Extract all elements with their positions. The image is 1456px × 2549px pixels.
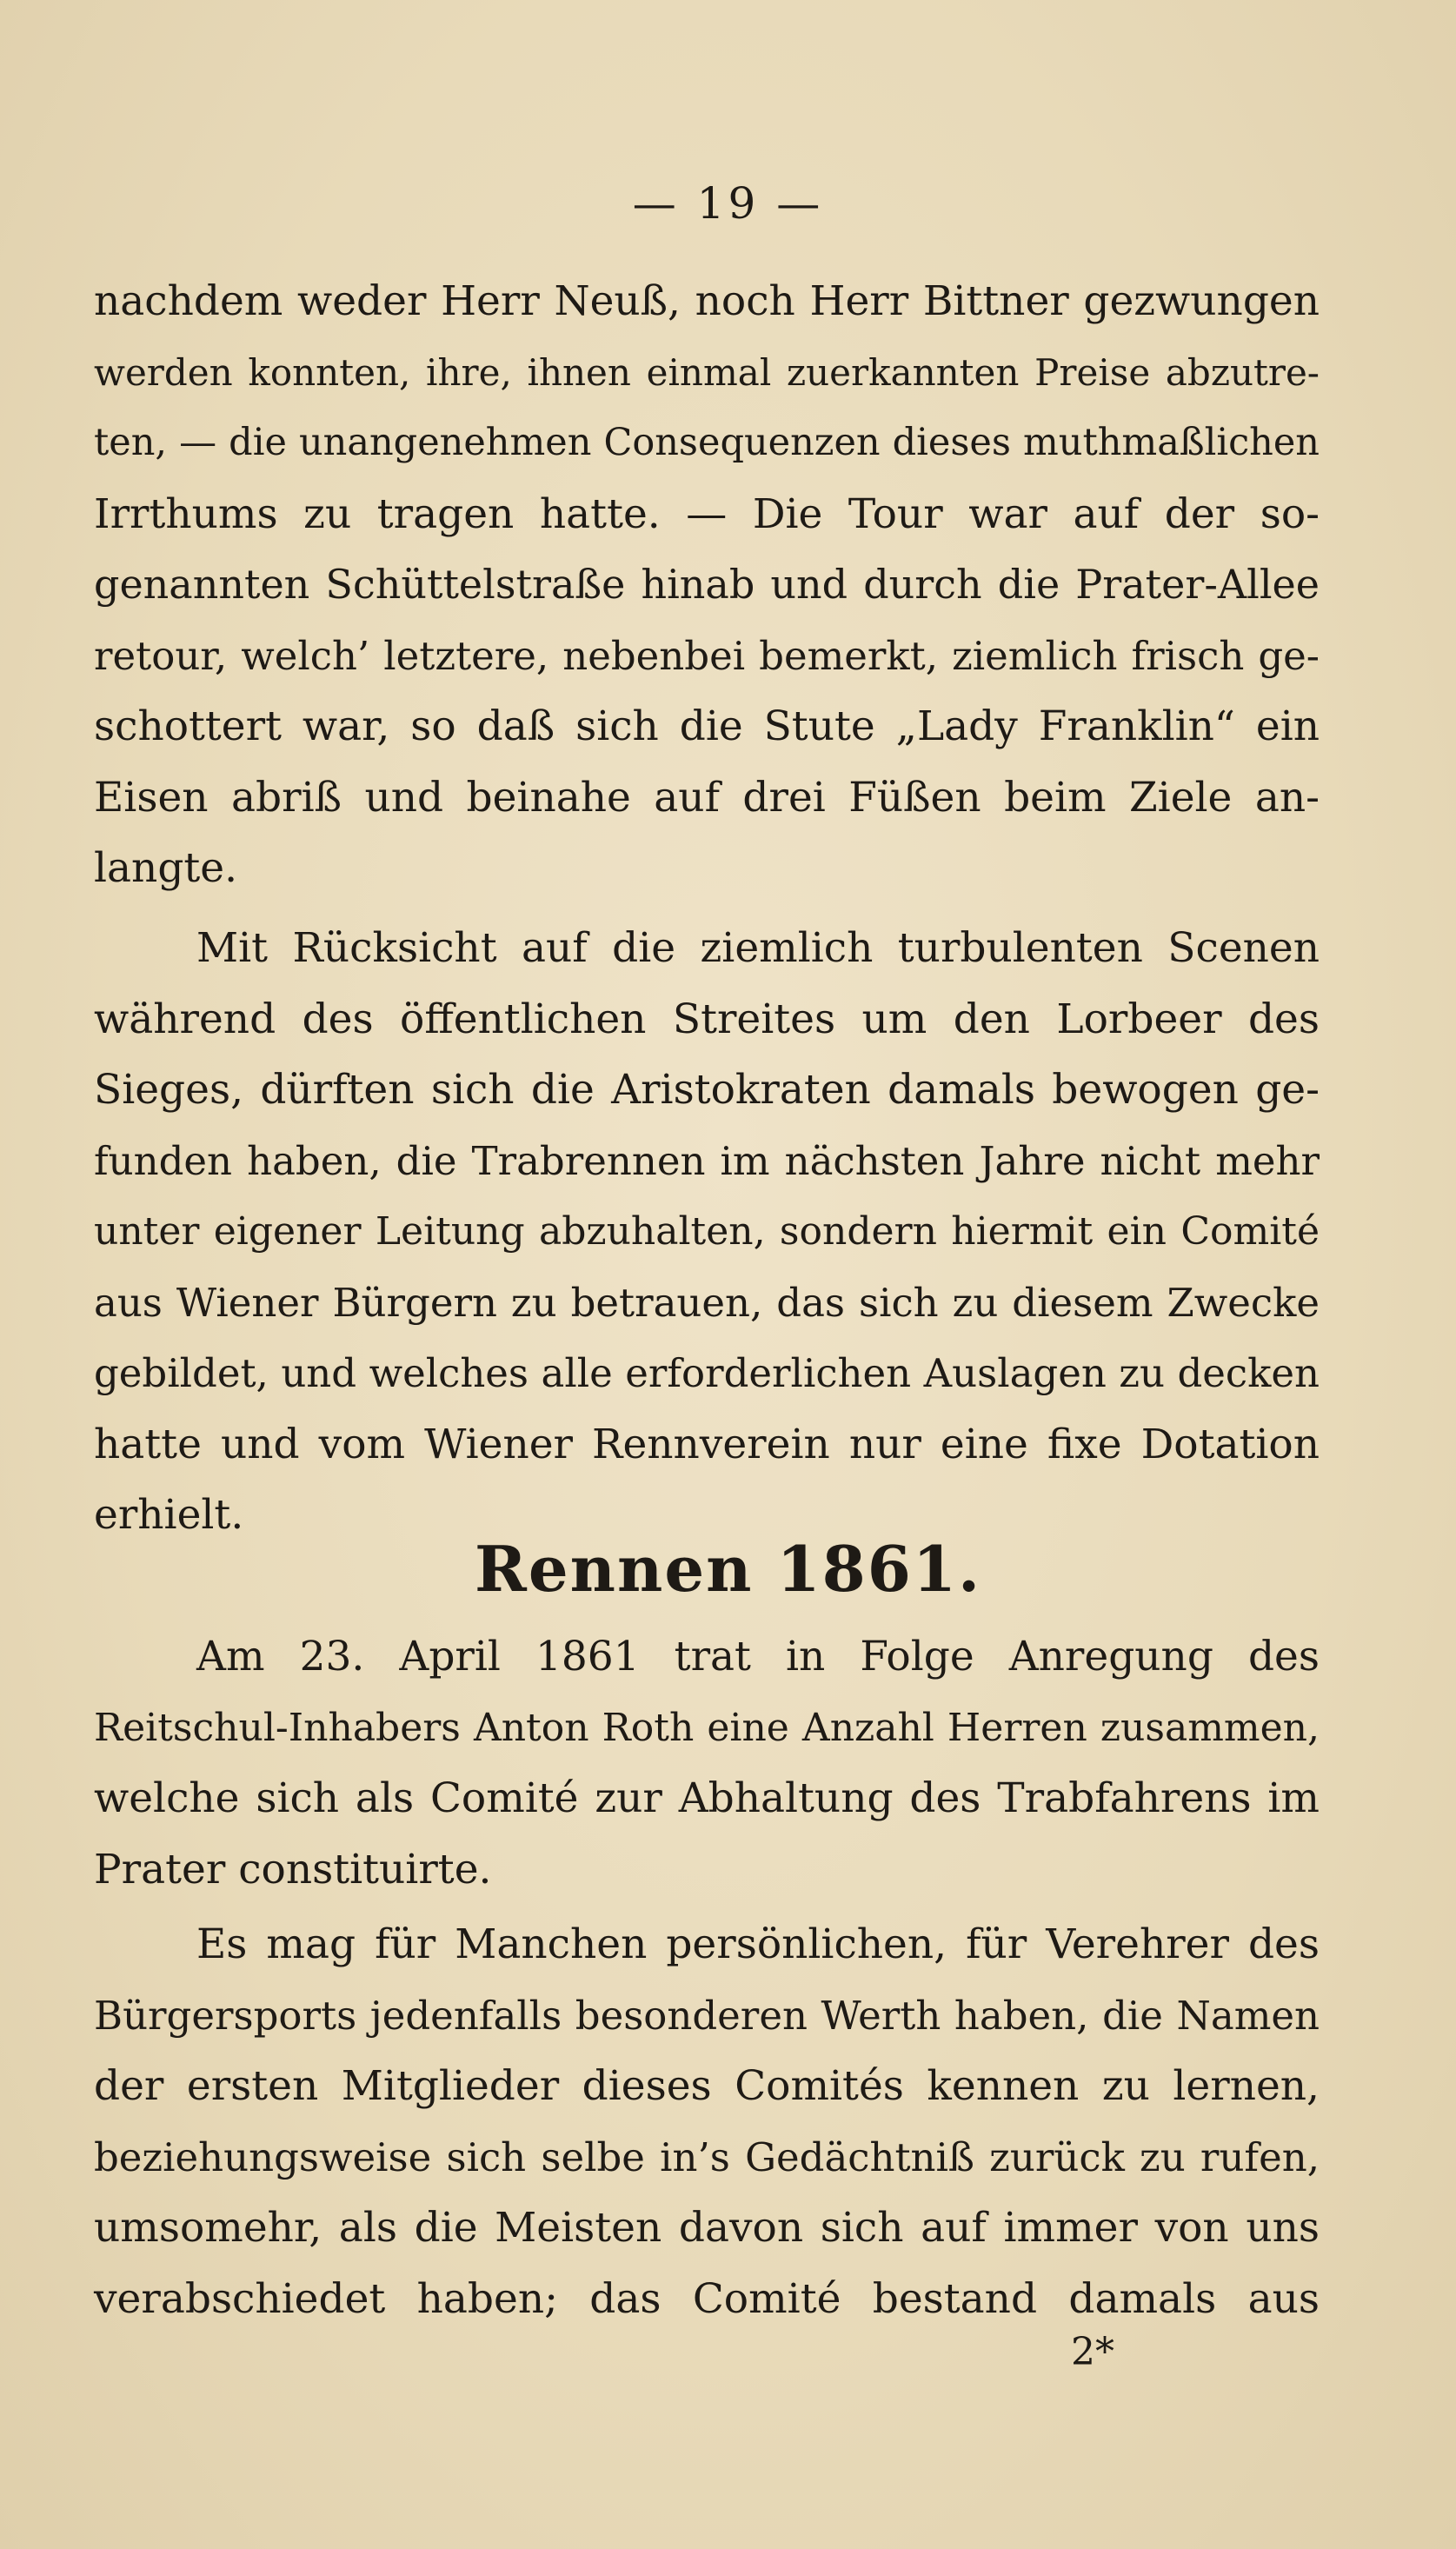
text-line: genannten Schüttelstraße hinab und durch die Prater-Allee <box>94 561 1320 608</box>
text-line: umsomehr, als die Meisten davon sich auf immer von uns <box>94 2204 1320 2252</box>
text-line: werden konnten, ihre, ihnen einmal zuerkannten Preise abzutre- <box>94 350 1320 394</box>
text-line: nachdem weder Herr Neuß, noch Herr Bittner gezwungen <box>94 277 1320 325</box>
paragraph-4 <box>94 1909 1320 2334</box>
text-line: während des öffentlichen Streites um den Lorbeer des <box>94 995 1320 1043</box>
text-line: erhielt. <box>94 1491 244 1539</box>
text-line: Reitschul-Inhabers Anton Roth eine Anzahl Herren zusammen, <box>94 1705 1320 1750</box>
signature-mark: 2* <box>1071 2330 1114 2374</box>
text-line: Bürgersports jedenfalls besonderen Werth haben, die Namen <box>94 1992 1320 2039</box>
page-number: — 19 — <box>632 178 824 229</box>
text-line: Am 23. April 1861 trat in Folge Anregung des <box>196 1633 1320 1680</box>
paragraph-3 <box>94 1621 1320 1905</box>
text-line: Irrthums zu tragen hatte. — Die Tour war auf der so- <box>94 489 1320 538</box>
text-line: verabschiedet haben; das Comité bestand damals aus <box>94 2274 1320 2323</box>
text-line: Eisen abriß und beinahe auf drei Füßen beim Ziele an- <box>94 773 1320 822</box>
text-line: retour, welch’ letztere, nebenbei bemerkt, ziemlich frisch ge- <box>94 632 1320 679</box>
paragraph-2 <box>94 913 1320 1551</box>
text-line: langte. <box>94 844 238 892</box>
text-line: funden haben, die Trabrennen im nächsten Jahre nicht mehr <box>94 1137 1320 1184</box>
text-line: Es mag für Manchen persönlichen, für Verehrer des <box>196 1920 1320 1968</box>
text-line: beziehungsweise sich selbe in’s Gedächtniß zurück zu rufen, <box>94 2133 1320 2180</box>
section-heading: Rennen 1861. <box>474 1532 982 1606</box>
text-line: Prater constituirte. <box>94 1845 492 1893</box>
paragraph-1 <box>94 266 1320 904</box>
text-line: gebildet, und welches alle erforderlichen Auslagen zu decken <box>94 1350 1320 1396</box>
text-line: hatte und vom Wiener Rennverein nur eine fixe Dotation <box>94 1420 1320 1468</box>
text-line: Mit Rücksicht auf die ziemlich turbulenten Scenen <box>196 924 1320 972</box>
text-line: aus Wiener Bürgern zu betrauen, das sich zu diesem Zwecke <box>94 1279 1320 1326</box>
text-line: ten, — die unangenehmen Consequenzen dieses muthmaßlichen <box>94 421 1320 464</box>
text-line: der ersten Mitglieder dieses Comités kennen zu lernen, <box>94 2062 1320 2110</box>
text-line: unter eigener Leitung abzuhalten, sondern hiermit ein Comité <box>94 1209 1320 1254</box>
text-line: schottert war, so daß sich die Stute „Lady Franklin“ ein <box>94 702 1320 750</box>
text-line: welche sich als Comité zur Abhaltung des Trabfahrens im <box>94 1774 1320 1822</box>
text-line: Sieges, dürften sich die Aristokraten damals bewogen ge- <box>94 1066 1320 1114</box>
